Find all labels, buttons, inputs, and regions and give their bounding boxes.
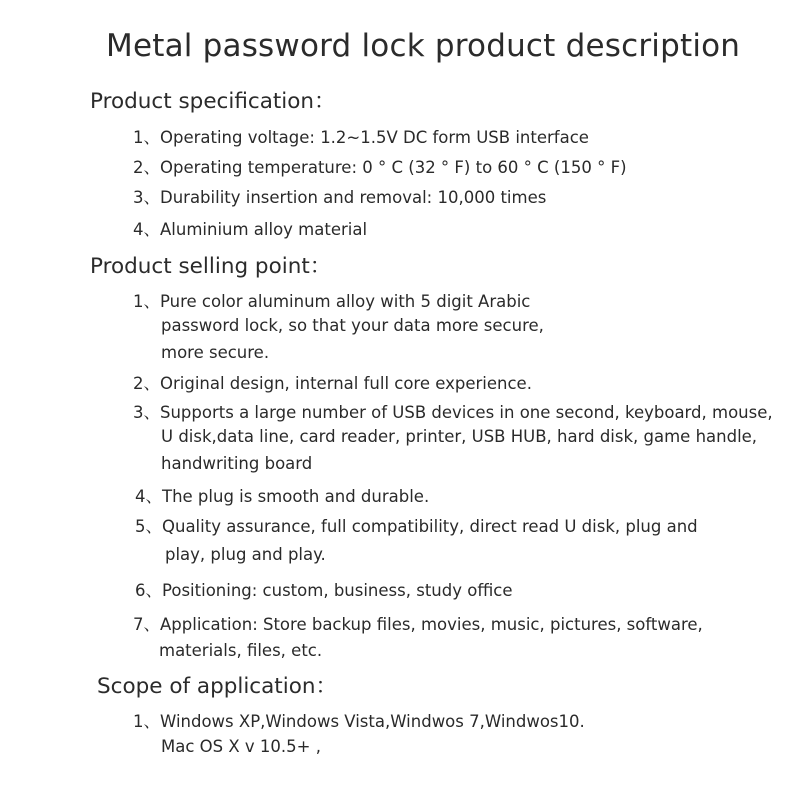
spec-item-2: 2、Operating temperature: 0 ° C (32 ° F) to 60 ° C (150 ° F): [133, 158, 627, 177]
selling-line-2: password lock, so that your data more secure,: [161, 316, 544, 335]
selling-line-8: 4、The plug is smooth and durable.: [135, 487, 430, 506]
selling-line-5: 3、Supports a large number of USB devices in one second, keyboard, mouse,: [133, 403, 773, 422]
spec-item-1: 1、Operating voltage: 1.2~1.5V DC form USB interface: [133, 128, 589, 147]
scope-line-1: 1、Windows XP,Windows Vista,Windwos 7,Windwos10.: [133, 712, 585, 731]
selling-line-7: handwriting board: [161, 454, 313, 473]
selling-line-9: 5、Quality assurance, full compatibility, direct read U disk, plug and: [135, 517, 698, 536]
scope-heading: Scope of application：: [97, 674, 337, 699]
selling-line-6: U disk,data line, card reader, printer, USB HUB, hard disk, game handle,: [161, 427, 758, 446]
spec-item-3: 3、Durability insertion and removal: 10,000 times: [133, 188, 547, 207]
page-title: Metal password lock product description: [106, 28, 741, 64]
selling-line-10: play, plug and play.: [165, 545, 326, 564]
selling-point-heading: Product selling point：: [90, 254, 332, 279]
selling-line-13: materials, files, etc.: [159, 641, 323, 660]
specification-heading: Product specification：: [90, 89, 336, 114]
selling-line-4: 2、Original design, internal full core experience.: [133, 374, 532, 393]
selling-line-1: 1、Pure color aluminum alloy with 5 digit Arabic: [133, 292, 531, 311]
selling-line-11: 6、Positioning: custom, business, study office: [135, 581, 513, 600]
scope-line-2: Mac OS X v 10.5+ ,: [161, 737, 321, 756]
selling-line-3: more secure.: [161, 343, 270, 362]
spec-item-4: 4、Aluminium alloy material: [133, 220, 368, 239]
selling-line-12: 7、Application: Store backup files, movies, music, pictures, software,: [133, 615, 703, 634]
